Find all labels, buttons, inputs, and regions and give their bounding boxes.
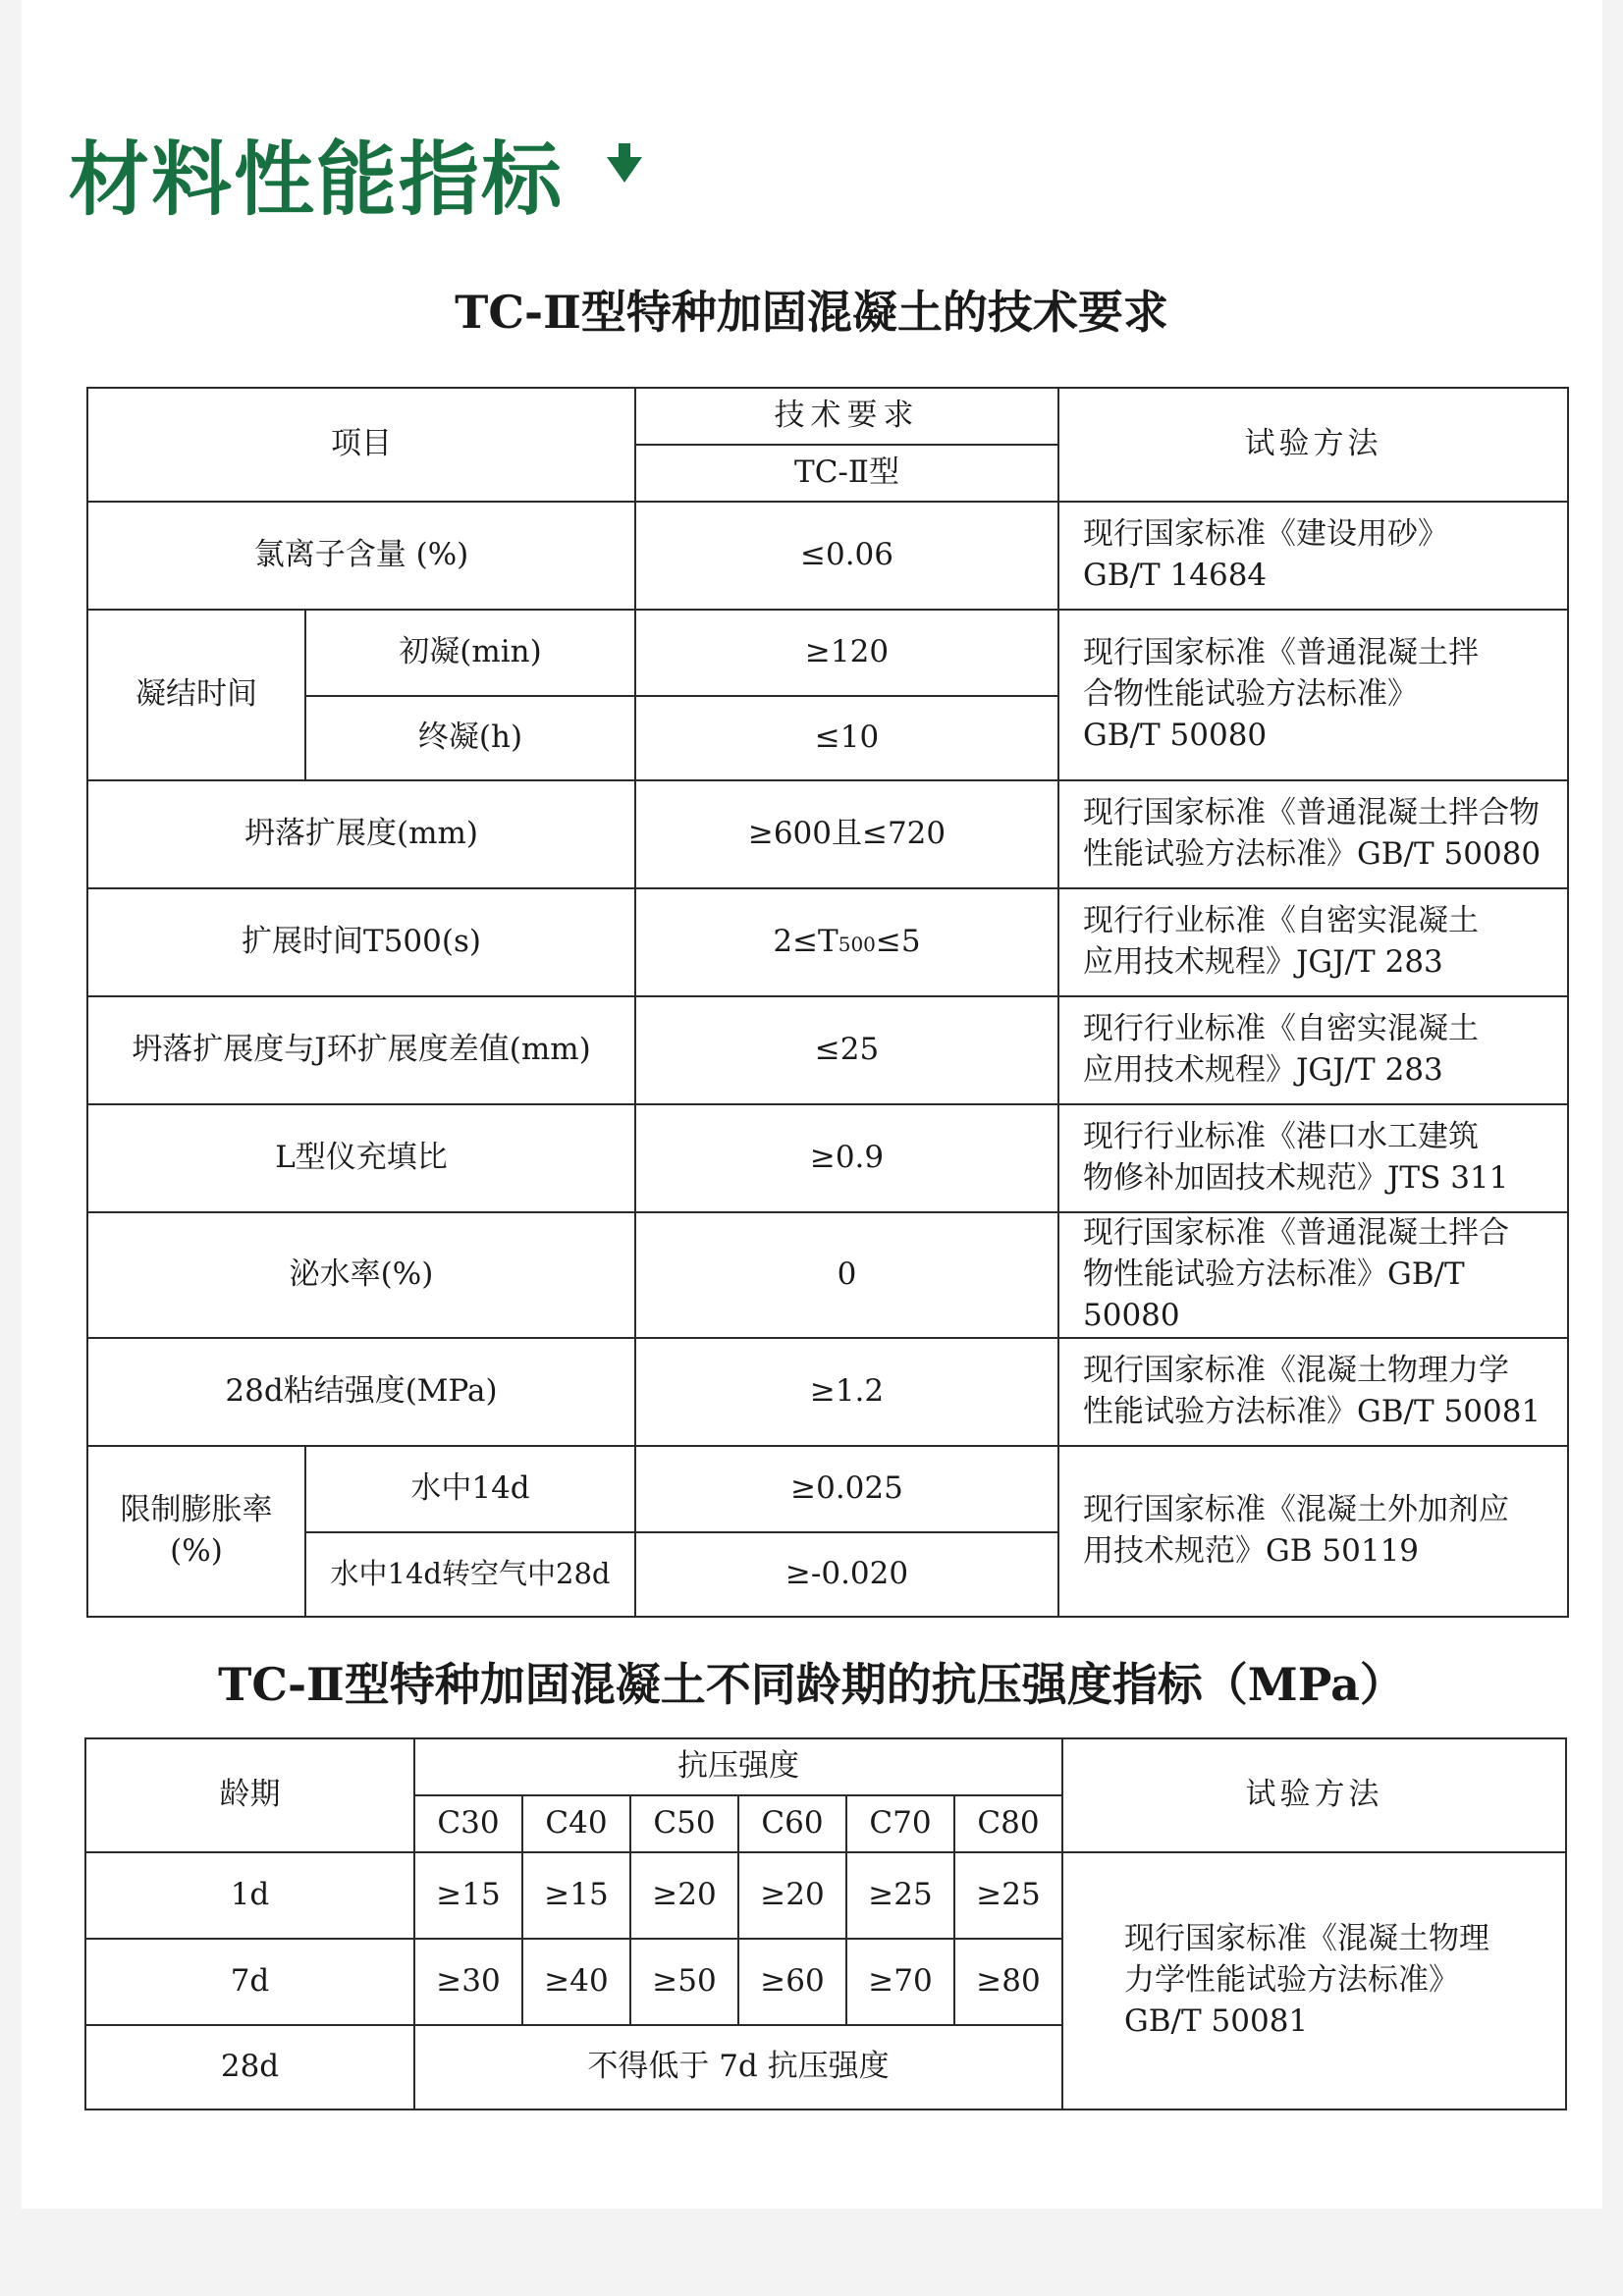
row-method xyxy=(1058,996,1568,1104)
method-line: 现行国家标准《普通混凝土拌合物 xyxy=(1083,795,1540,831)
method-line: 用技术规范》GB 50119 xyxy=(1083,1532,1420,1569)
compressive-strength-table xyxy=(84,1737,1567,2110)
table-row xyxy=(87,1104,1568,1212)
row-value: ≥120 xyxy=(635,610,1058,696)
method-line: 合物性能试验方法标准》 xyxy=(1083,676,1418,713)
row-method xyxy=(1058,1104,1568,1212)
method-line: 现行国家标准《混凝土外加剂应 xyxy=(1083,1491,1509,1527)
row-value: 0 xyxy=(635,1212,1058,1338)
header-method: 试验方法 xyxy=(1062,1738,1566,1852)
method-line: 性能试验方法标准》GB/T 50080 xyxy=(1083,836,1542,872)
row-method xyxy=(1058,502,1568,610)
row-value: ≥0.025 xyxy=(635,1446,1058,1532)
row-value: ≥25 xyxy=(846,1852,954,1939)
row-value: ≥50 xyxy=(630,1939,738,2025)
table-row xyxy=(87,1446,1568,1532)
row-item: 泌水率(%) xyxy=(87,1212,635,1338)
header-type: TC-Ⅱ型 xyxy=(635,445,1058,502)
method-line: GB/T 14684 xyxy=(1083,558,1268,593)
method-line: GB/T 50080 xyxy=(1083,717,1268,753)
row-method xyxy=(1058,780,1568,888)
row-age: 7d xyxy=(85,1939,414,2025)
method-line: 现行行业标准《自密实混凝土 xyxy=(1083,903,1479,939)
row-value: ≥60 xyxy=(738,1939,846,2025)
row-age: 1d xyxy=(85,1852,414,1939)
row-item: L型仪充填比 xyxy=(87,1104,635,1212)
row-value: ≤0.06 xyxy=(635,502,1058,610)
row-value: ≥-0.020 xyxy=(635,1532,1058,1617)
value-subscript: 500 xyxy=(838,933,876,957)
section-heading: 材料性能指标 xyxy=(69,133,565,227)
row-value: ≥70 xyxy=(846,1939,954,2025)
table-row xyxy=(87,1338,1568,1446)
table2-title: TC-Ⅱ型特种加固混凝土不同龄期的抗压强度指标（MPa） xyxy=(218,1658,1405,1711)
table-row xyxy=(87,610,1568,696)
row-value: ≥0.9 xyxy=(635,1104,1058,1212)
row-value: ≥1.2 xyxy=(635,1338,1058,1446)
down-arrow-icon xyxy=(607,157,642,183)
row-value xyxy=(635,888,1058,996)
grade-c80: C80 xyxy=(954,1795,1062,1852)
header-age: 龄期 xyxy=(85,1738,414,1852)
table-row xyxy=(85,1852,1566,1939)
row-item: 坍落扩展度与J环扩展度差值(mm) xyxy=(87,996,635,1104)
row-item: 扩展时间T500(s) xyxy=(87,888,635,996)
method-line: 应用技术规程》JGJ/T 283 xyxy=(1083,1052,1443,1088)
row-item: 终凝(h) xyxy=(305,696,635,780)
row-value: ≤25 xyxy=(635,996,1058,1104)
method-line: GB/T 50081 xyxy=(1124,2002,1309,2039)
row-item: 28d粘结强度(MPa) xyxy=(87,1338,635,1446)
table1-title: TC-Ⅱ型特种加固混凝土的技术要求 xyxy=(455,286,1168,339)
table-row xyxy=(87,996,1568,1104)
grade-c50: C50 xyxy=(630,1795,738,1852)
table-row xyxy=(87,780,1568,888)
row-item: 水中14d转空气中28d xyxy=(305,1532,635,1617)
row-method xyxy=(1058,610,1568,780)
method-line: 现行国家标准《建设用砂》 xyxy=(1083,516,1448,553)
method-line: 现行国家标准《混凝土物理 xyxy=(1124,1921,1489,1957)
grade-c40: C40 xyxy=(522,1795,630,1852)
row-value: ≤10 xyxy=(635,696,1058,780)
row-value: ≥600且≤720 xyxy=(635,780,1058,888)
table-header-row xyxy=(87,388,1568,445)
method-line: 现行行业标准《自密实混凝土 xyxy=(1083,1011,1479,1047)
header-method: 试验方法 xyxy=(1058,388,1568,502)
method-line: 性能试验方法标准》GB/T 50081 xyxy=(1083,1393,1542,1429)
table-row xyxy=(87,1212,1568,1338)
method-line: 力学性能试验方法标准》 xyxy=(1124,1962,1459,1999)
table-row xyxy=(87,888,1568,996)
method-line: 现行行业标准《港口水工建筑 xyxy=(1083,1119,1479,1155)
row-item: 氯离子含量 (%) xyxy=(87,502,635,610)
grade-c70: C70 xyxy=(846,1795,954,1852)
row-item: 坍落扩展度(mm) xyxy=(87,780,635,888)
technical-requirements-table xyxy=(86,387,1569,1618)
row-value: ≥20 xyxy=(738,1852,846,1939)
row-value: ≥25 xyxy=(954,1852,1062,1939)
row-value: ≥15 xyxy=(522,1852,630,1939)
value-part: 2≤T xyxy=(773,924,839,960)
row-value: ≥80 xyxy=(954,1939,1062,2025)
row-method xyxy=(1058,1446,1568,1617)
method-line: 应用技术规程》JGJ/T 283 xyxy=(1083,944,1443,980)
table-row xyxy=(87,502,1568,610)
row-group xyxy=(87,1446,305,1617)
header-strength: 抗压强度 xyxy=(414,1738,1062,1795)
row-note: 不得低于 7d 抗压强度 xyxy=(414,2025,1062,2109)
group-line: (%) xyxy=(170,1532,223,1569)
table-header-row xyxy=(85,1738,1566,1795)
method-line: 现行国家标准《混凝土物理力学 xyxy=(1083,1352,1509,1388)
row-method xyxy=(1058,888,1568,996)
row-method xyxy=(1062,1852,1566,2109)
row-item: 初凝(min) xyxy=(305,610,635,696)
method-line: 现行国家标准《普通混凝土拌 xyxy=(1083,635,1479,671)
header-requirement: 技术要求 xyxy=(635,388,1058,445)
header-item: 项目 xyxy=(87,388,635,502)
row-age: 28d xyxy=(85,2025,414,2109)
row-value: ≥30 xyxy=(414,1939,522,2025)
row-group: 凝结时间 xyxy=(87,610,305,780)
grade-c30: C30 xyxy=(414,1795,522,1852)
row-method xyxy=(1058,1338,1568,1446)
group-line: 限制膨胀率 xyxy=(120,1491,273,1527)
row-value: ≥15 xyxy=(414,1852,522,1939)
row-item: 水中14d xyxy=(305,1446,635,1532)
method-line: 物修补加固技术规范》JTS 311 xyxy=(1083,1160,1509,1196)
down-arrow-icon-stem xyxy=(619,143,630,157)
method-line: 物性能试验方法标准》GB/T 50080 xyxy=(1083,1255,1465,1333)
row-value: ≥20 xyxy=(630,1852,738,1939)
row-method xyxy=(1058,1212,1568,1338)
value-part: ≤5 xyxy=(875,924,921,960)
row-value: ≥40 xyxy=(522,1939,630,2025)
grade-c60: C60 xyxy=(738,1795,846,1852)
method-line: 现行国家标准《普通混凝土拌合 xyxy=(1083,1215,1509,1251)
